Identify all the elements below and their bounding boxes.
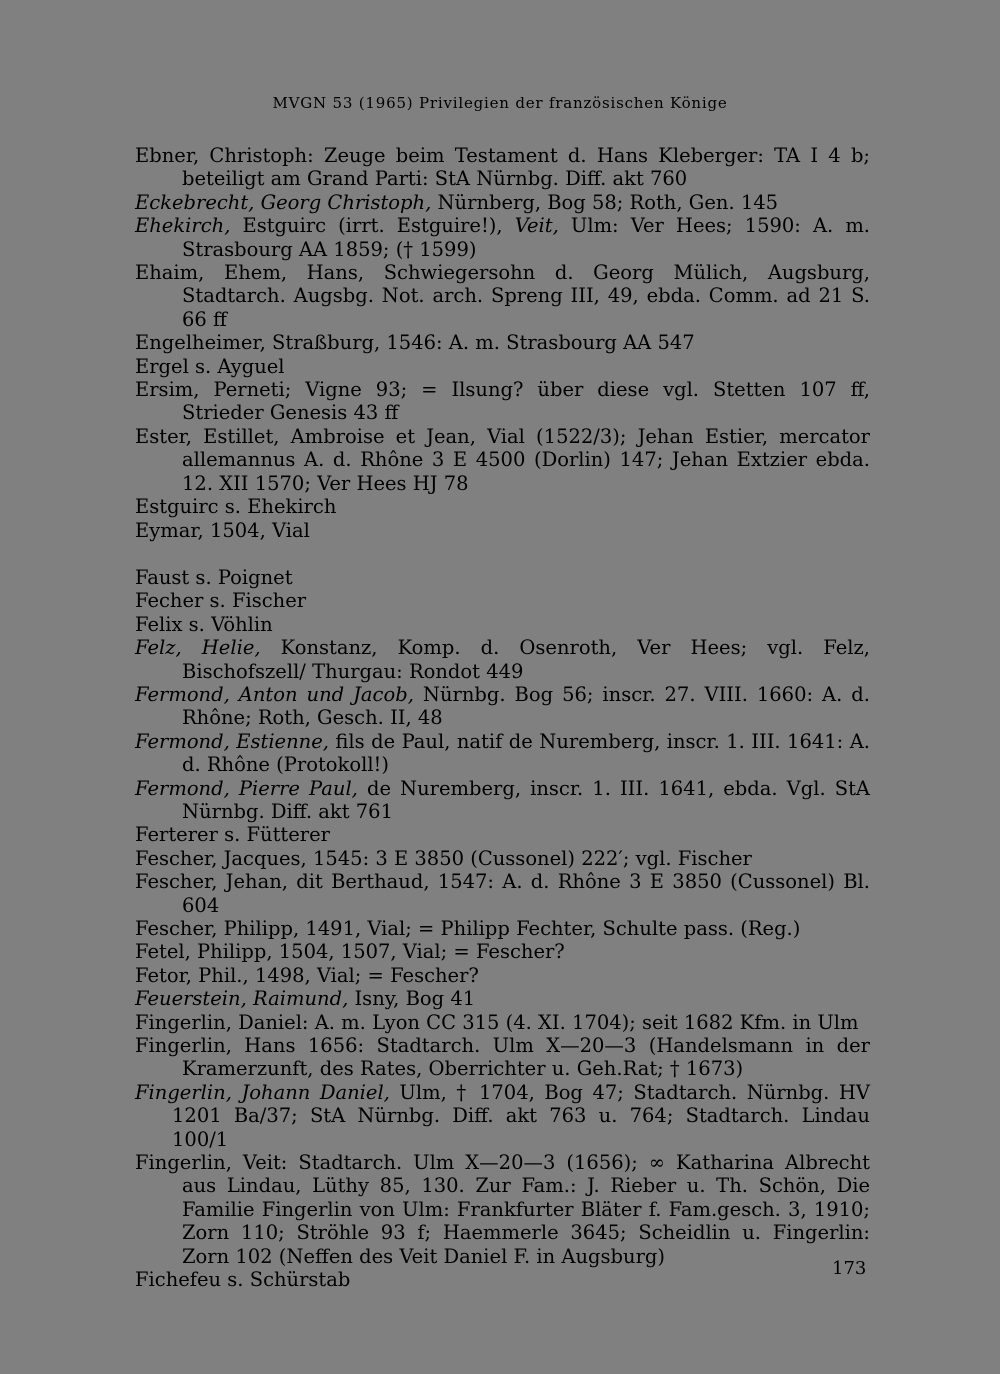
entry-text: Faust s. Poignet: [135, 565, 293, 589]
entries-f: [135, 566, 870, 1292]
index-entry: [135, 847, 870, 870]
entry-text: Ergel s. Ayguel: [135, 354, 285, 378]
section-gap: [135, 542, 870, 566]
entry-text: Fescher, Jehan, dit Berthaud, 1547: A. d. Rhône 3 E 3850 (Cussonel) Bl. 604: [135, 870, 870, 917]
index-entry: [135, 1011, 870, 1034]
index-entry: [135, 261, 870, 331]
entry-name: Veit,: [514, 214, 559, 238]
index-entry: [135, 823, 870, 846]
index-entry: [135, 191, 870, 214]
entry-text: Fescher, Philipp, 1491, Vial; = Philipp Fechter, Schulte pass. (Reg.): [135, 917, 801, 940]
index-entry: [135, 1268, 870, 1291]
entry-name: Fermond, Estienne,: [135, 729, 329, 753]
entries-e: [135, 144, 870, 542]
entry-text: Engelheimer, Straßburg, 1546: A. m. Strasbourg AA 547: [135, 331, 695, 355]
index-entry: [135, 1034, 870, 1081]
index-entry: [135, 355, 870, 378]
entry-text: Fecher s. Fischer: [135, 589, 307, 613]
index-entry: [135, 917, 870, 940]
entry-text: Konstanz, Komp. d. Osenroth, Ver Hees; vgl. Felz, Bischofszell/ Thurgau: Rondot 449: [182, 636, 870, 683]
running-header: MVGN 53 (1965) Privilegien der französischen Könige: [272, 94, 728, 112]
index-entry: [135, 589, 870, 612]
index-entry: [135, 495, 870, 518]
entry-name: Ehekirch,: [135, 214, 231, 238]
page-number: 173: [832, 1258, 867, 1279]
entry-text: Nürnbg. Bog 56; inscr. 27. VIII. 1660: A. d. Rhône; Roth, Gesch. II, 48: [182, 682, 870, 730]
index-entry: [135, 331, 870, 354]
index-entry: [135, 683, 870, 730]
entry-text: Felix s. Vöhlin: [135, 612, 273, 636]
entry-text: Ferterer s. Fütterer: [135, 823, 330, 847]
entry-text: Fingerlin, Daniel: A. m. Lyon CC 315 (4. XI. 1704); seit 1682 Kfm. in Ulm: [135, 1010, 859, 1034]
index-entry: [135, 144, 870, 191]
index-entry: [135, 940, 870, 963]
index-entry: [135, 777, 870, 824]
entry-text: Ersim, Perneti; Vigne 93; = Ilsung? über diese vgl. Stetten 107 ff, Strieder Genesis 43 ff: [135, 378, 870, 425]
entry-name: Felz, Helie,: [135, 636, 261, 660]
entry-text: Ulm, † 1704, Bog 47; Stadtarch. Nürnbg. HV 1201 Ba/37; StA Nürnbg. Diff. akt 763 u. 764; Stadtarch. Lindau 100/1: [172, 1080, 870, 1151]
index-entry: [135, 214, 870, 261]
index-entry: [135, 1151, 870, 1268]
entry-text: Fetor, Phil., 1498, Vial; = Fescher?: [135, 963, 479, 987]
index-entry: [135, 870, 870, 917]
entry-text: Estguirc (irrt. Estguire!),: [230, 214, 515, 238]
entry-name: Fermond, Anton und Jacob,: [135, 682, 414, 706]
entry-text: Ester, Estillet, Ambroise et Jean, Vial (1522/3); Jehan Estier, mercator allemannus A. d. Rhône 3 E 4500 (Dorlin) 147; Jehan Extzier ebda. 12. XII 1570; Ver Hees HJ 78: [135, 424, 870, 495]
entry-text: Ulm: Ver Hees; 1590: A. m. Strasbourg AA 1859; († 1599): [182, 214, 871, 261]
entry-name: Fermond, Pierre Paul,: [135, 776, 358, 800]
entry-text: Fetel, Philipp, 1504, 1507, Vial; = Fescher?: [135, 940, 565, 964]
index-entry: [135, 636, 870, 683]
entry-text: Nürnberg, Bog 58; Roth, Gen. 145: [431, 190, 779, 214]
entry-text: Ehaim, Ehem, Hans, Schwiegersohn d. Georg Mülich, Augsburg, Stadtarch. Augsbg. Not. arch. Spreng III, 49, ebda. Comm. ad 21 S. 66 ff: [135, 261, 870, 331]
index-entry: [135, 566, 870, 589]
index-entry: [135, 730, 870, 777]
index-entry: [135, 519, 870, 542]
entry-text: Fescher, Jacques, 1545: 3 E 3850 (Cussonel) 222′; vgl. Fischer: [135, 846, 752, 870]
entry-name: Eckebrecht, Georg Christoph,: [135, 190, 432, 214]
entry-text: Fingerlin, Veit: Stadtarch. Ulm X—20—3 (1656); ∞ Katharina Albrecht aus Lindau, Lüthy 85, 130. Zur Fam.: J. Rieber u. Th. Schön, Die Familie Fingerlin von Ulm: Frankfurter Bläter f. Fam.gesch. 3, 1910; Zorn 110; Ströhle 93 f; Haemmerle 3645; Scheidlin u. Fingerlin: Zorn 102 (Neffen des Veit Daniel F. in Augsburg): [135, 1151, 870, 1268]
entry-text: Fingerlin, Hans 1656: Stadtarch. Ulm X—20—3 (Handelsmann in der Kramerzunft, des Rates, Oberrichter u. Geh.Rat; † 1673): [135, 1034, 870, 1081]
entry-text: fils de Paul, natif de Nuremberg, inscr. 1. III. 1641: A. d. Rhône (Protokoll!): [182, 729, 870, 777]
entry-name: Fingerlin, Johann Daniel,: [135, 1080, 390, 1104]
entry-text: Ebner, Christoph: Zeuge beim Testament d. Hans Kleberger: TA I 4 b; beteiligt am Grand Parti: StA Nürnbg. Diff. akt 760: [135, 144, 870, 191]
index-entry: [135, 425, 870, 495]
entry-text: Estguirc s. Ehekirch: [135, 495, 337, 519]
index-entry: [135, 987, 870, 1010]
index-body: [135, 144, 870, 1292]
entry-text: Isny, Bog 41: [348, 987, 476, 1011]
index-entry: [135, 378, 870, 425]
entry-text: Eymar, 1504, Vial: [135, 518, 310, 542]
index-entry: [135, 613, 870, 636]
entry-text: Fichefeu s. Schürstab: [135, 1268, 351, 1292]
index-entry: [135, 964, 870, 987]
entry-text: de Nuremberg, inscr. 1. III. 1641, ebda. Vgl. StA Nürnbg. Diff. akt 761: [182, 776, 870, 823]
entry-name: Feuerstein, Raimund,: [135, 987, 349, 1011]
index-entry: [135, 1081, 870, 1151]
